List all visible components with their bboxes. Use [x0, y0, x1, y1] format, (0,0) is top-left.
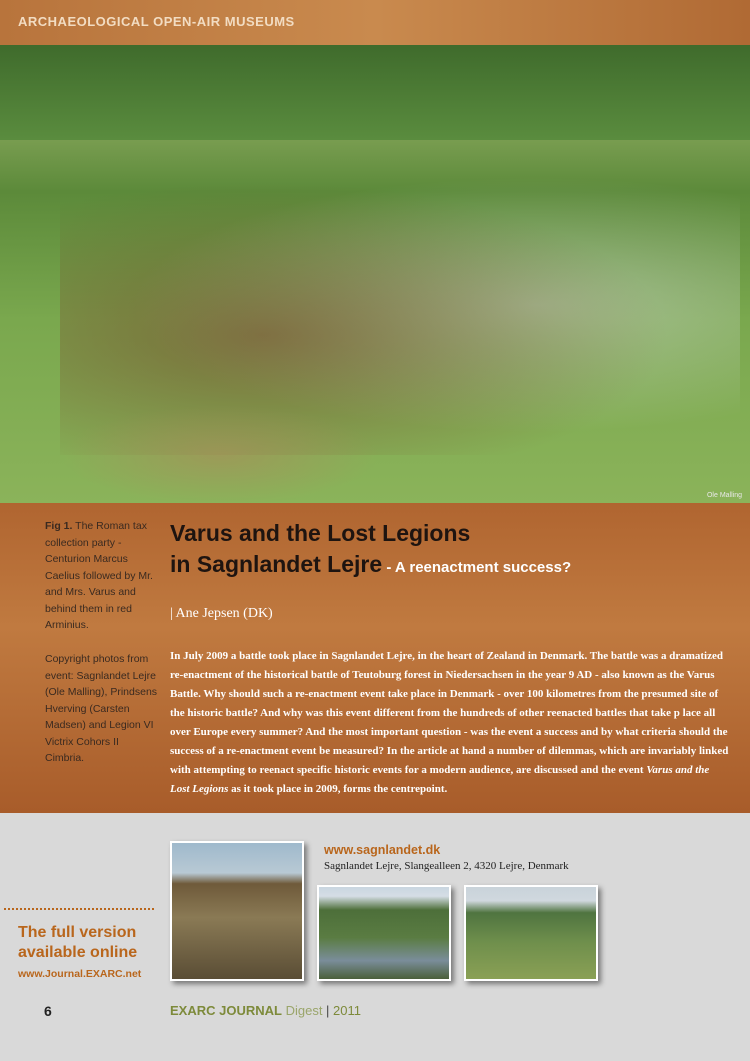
page-number: 6 [44, 1003, 52, 1019]
article-title-line2 [170, 549, 740, 583]
article-subtitle: - A reenactment success? [382, 559, 572, 576]
photo-credit: Ole Malling [706, 492, 742, 499]
abstract-italic-title: Varus and the Lost Legions [170, 764, 710, 795]
museum-address: Sagnlandet Lejre, Slangealleen 2, 4320 Lejre, Denmark [324, 860, 569, 872]
journal-digest: Digest [281, 1003, 323, 1018]
article-title-line1: Varus and the Lost Legions [170, 520, 471, 546]
journal-name: EXARC JOURNAL [170, 1003, 282, 1018]
abstract-text-end: as it took place in 2009, forms the centrepoint. [228, 783, 448, 795]
promo-line1: The full version [18, 924, 137, 941]
copyright-note: Copyright photos from event: Sagnlandet Lejre (Ole Malling), Prindsens Hverving (Carsten Madsen) and Legion VI Victrix Cohors II Cimbria. [45, 653, 158, 764]
thumbnail-gate-photo [170, 841, 304, 981]
promo-line2: available online [18, 944, 138, 961]
thumbnail-landscape-photo [464, 885, 598, 981]
article-title [170, 518, 740, 583]
article-title-line2-text: in Sagnlandet Lejre [170, 551, 383, 577]
figure-label: Fig 1. [45, 520, 73, 532]
article-author: | Ane Jepsen (DK) [170, 606, 273, 621]
footer-separator: | [322, 1003, 334, 1018]
thumbnail-lake-photo [317, 885, 451, 981]
figure-caption [45, 518, 155, 634]
website-link[interactable]: www.sagnlandet.dk [324, 843, 441, 857]
main-photo [0, 45, 750, 503]
abstract-text: In July 2009 a battle took place in Sagnlandet Lejre, in the heart of Zealand in Denmark. The battle was a dramatized re-enactment of the historical battle of Teutoburg forest in Niedersachsen in the year 9 AD - also known as the Varus Battle. Why should such a re-enactment event take place in Denmark - over 100 kilometres from the presumed site of the historic battle? And why was this event different from the hundreds of other reenacted battles that take p lace all over Europe every summer? And the most important question - was the event a success and by what criteria should the success of a re-enactment event be measured? In the article at hand a number of dilemmas, which are invariably linked with attempting to reenact specific historic events for a modern audience, are discussed and the event [170, 650, 729, 776]
section-title: ARCHAEOLOGICAL OPEN-AIR MUSEUMS [18, 14, 295, 29]
page-header [0, 0, 750, 45]
journal-footer [170, 1003, 361, 1018]
photo-trees [0, 45, 750, 140]
lower-section [0, 813, 750, 1061]
dotted-divider [4, 908, 154, 910]
full-version-promo [18, 923, 137, 963]
article-section [0, 503, 750, 813]
figure-caption-text: The Roman tax collection party - Centurion Marcus Caelius followed by Mr. and Mrs. Varus and behind them in red Arminius. [45, 520, 153, 631]
journal-year: 2011 [333, 1003, 362, 1018]
journal-link[interactable]: www.Journal.EXARC.net [18, 968, 142, 980]
photo-path [60, 405, 380, 503]
article-abstract [170, 647, 730, 799]
